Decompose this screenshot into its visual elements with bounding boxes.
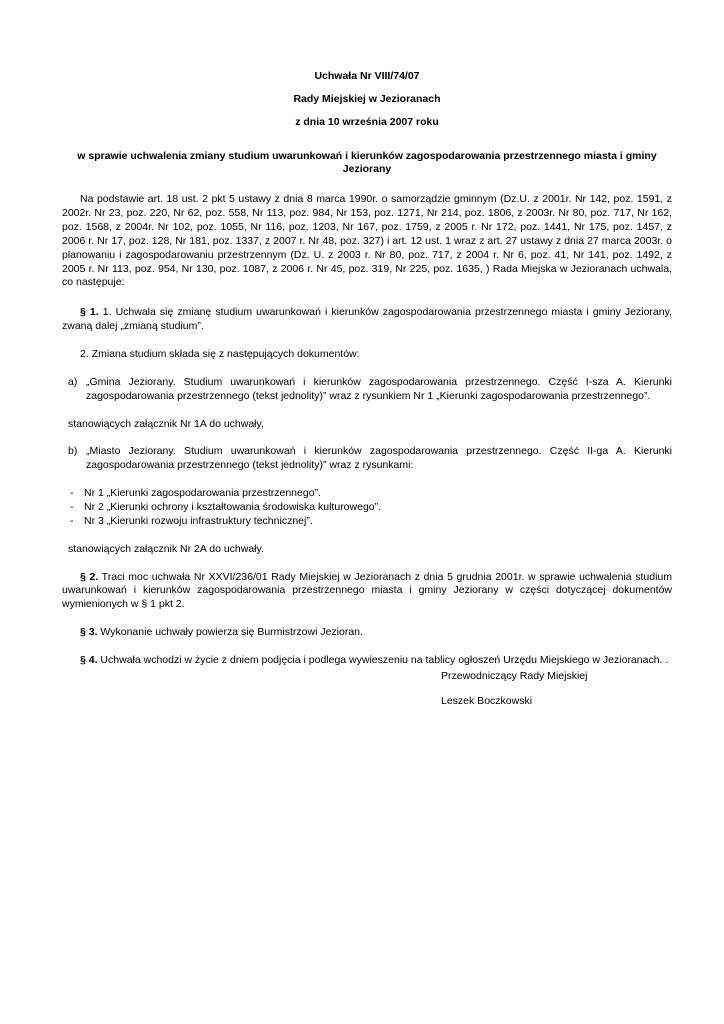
section-3-paragraph <box>62 626 672 640</box>
list-item: - Nr 2 „Kierunki ochrony i kształtowania środowiska kulturowego”. <box>70 501 382 514</box>
list-item-b-text: „Miasto Jeziorany. Studium uwarunkowań i kierunków zagospodarowania przestrzennego. Część II-ga A. Kierunki zagospodarowania przestrzennego (tekst jednolity)” wraz z rysunkami: <box>86 445 672 472</box>
drawing-2: Nr 2 „Kierunki ochrony i kształtowania środowiska kulturowego”. <box>84 501 382 514</box>
section-3-label: § 3. <box>80 626 98 639</box>
section-4-label: § 4. <box>80 654 98 667</box>
section-3-text: Wykonanie uchwały powierza się Burmistrzowi Jezioran. <box>97 626 363 639</box>
resolution-date: z dnia 10 września 2007 roku <box>295 115 439 128</box>
list-item-a <box>62 376 672 404</box>
drawing-3: Nr 3 „Kierunki rozwoju infrastruktury technicznej”. <box>84 514 313 527</box>
section-1-text: 1. Uchwala się zmianę studium uwarunkowań i kierunków zagospodarowania przestrzennego miasta i gminy Jeziorany, zwaną dalej „zmianą studium”. <box>62 306 672 333</box>
section-2-paragraph <box>62 571 672 613</box>
resolution-title: Uchwała Nr VIII/74/07 <box>314 70 420 82</box>
legal-basis-preamble: Na podstawie art. 18 ust. 2 pkt 5 ustawy z dnia 8 marca 1990r. o samorządzie gminnym (Dz.U. z 2001r. Nr 142, poz. 1591, z 2002r. Nr 23, poz. 220, Nr 62, poz. 558, Nr 113, poz. 984, Nr 153, poz. 1271, Nr 214, poz. 1806, z 2003r. Nr 80, poz. 717, Nr 162, poz. 1568, z 2004r. Nr 102, poz. 1055, Nr 116, poz. 1203, Nr 167, poz. 1759, z 2005 r. Nr 172, poz. 1441, Nr 175, poz. 1457, z 2006 r. Nr 17, poz. 128, Nr 181, poz. 1337, z 2007 r. Nr 48, poz. 327) i art. 12 ust. 1 wraz z art. 27 ustawy z dnia 27 marca 2003r. o planowaniu i zagospodarowaniu przestrzennym (Dz. U. z 2003 r. Nr 80, poz. 717, z 2004 r. Nr 6, poz. 41, Nr 141, poz. 1492, z 2005 r. Nr 113, poz. 954, Nr 130, poz. 1087, z 2006 r. Nr 45, poz. 319, Nr 225, poz. 1635, ) Rada Miejska w Jezioranach uchwala, co następuje: <box>62 193 672 289</box>
section-1-paragraph <box>62 306 672 334</box>
section-4-text: Uchwała wchodzi w życie z dniem podjęcia i podlega wywieszeniu na tablicy ogłoszeń Urzędu Miejskiego w Jezioranach. . <box>97 654 669 667</box>
list-item-b-marker: b) <box>68 445 78 458</box>
section-2-label: § 2. <box>80 570 99 583</box>
section-1-point-2: 2. Zmiana studium składa się z następujących dokumentów: <box>80 348 360 361</box>
section-2-text: Traci moc uchwała Nr XXVI/236/01 Rady Miejskiej w Jezioranach z dnia 5 grudnia 2001r. w sprawie uchwalenia studium uwarunkowań i kierunków zagospodarowania przestrzennego miasta i gminy Jeziorany w części dotyczącej dokumentów wymienionych w § 1 pkt 2. <box>62 570 673 611</box>
list-item-a-marker: a) <box>68 375 78 388</box>
attachment-2a-note: stanowiących załącznik Nr 2A do uchwały. <box>68 542 264 555</box>
drawing-1: Nr 1 „Kierunki zagospodarowania przestrzennego”. <box>84 487 321 500</box>
attachment-1a-note: stanowiących załącznik Nr 1A do uchwały, <box>68 417 264 430</box>
drawings-list <box>62 487 672 529</box>
list-item-b <box>62 445 672 473</box>
section-4-paragraph <box>62 654 672 668</box>
list-item: - Nr 3 „Kierunki rozwoju infrastruktury technicznej”. <box>70 514 313 527</box>
section-1-label: § 1. <box>80 306 99 319</box>
signature-role: Przewodniczący Rady Miejskiej <box>441 670 588 682</box>
resolution-subject: w sprawie uchwalenia zmiany studium uwarunkowań i kierunków zagospodarowania przestrzennego miasta i gminy Jeziorany <box>77 149 657 176</box>
list-item-a-text: „Gmina Jeziorany. Studium uwarunkowań i kierunków zagospodarowania przestrzennego. Część I-sza A. Kierunki zagospodarowania przestrzennego (tekst jednolity)” wraz z rysunkiem Nr 1 „Kierunki zagospodarowania przestrzennego”. <box>86 375 672 402</box>
list-item: - Nr 1 „Kierunki zagospodarowania przestrzennego”. <box>70 487 321 500</box>
document-page <box>62 70 672 682</box>
signature-name: Leszek Boczkowski <box>441 695 533 707</box>
council-name: Rady Miejskiej w Jezioranach <box>293 92 441 105</box>
